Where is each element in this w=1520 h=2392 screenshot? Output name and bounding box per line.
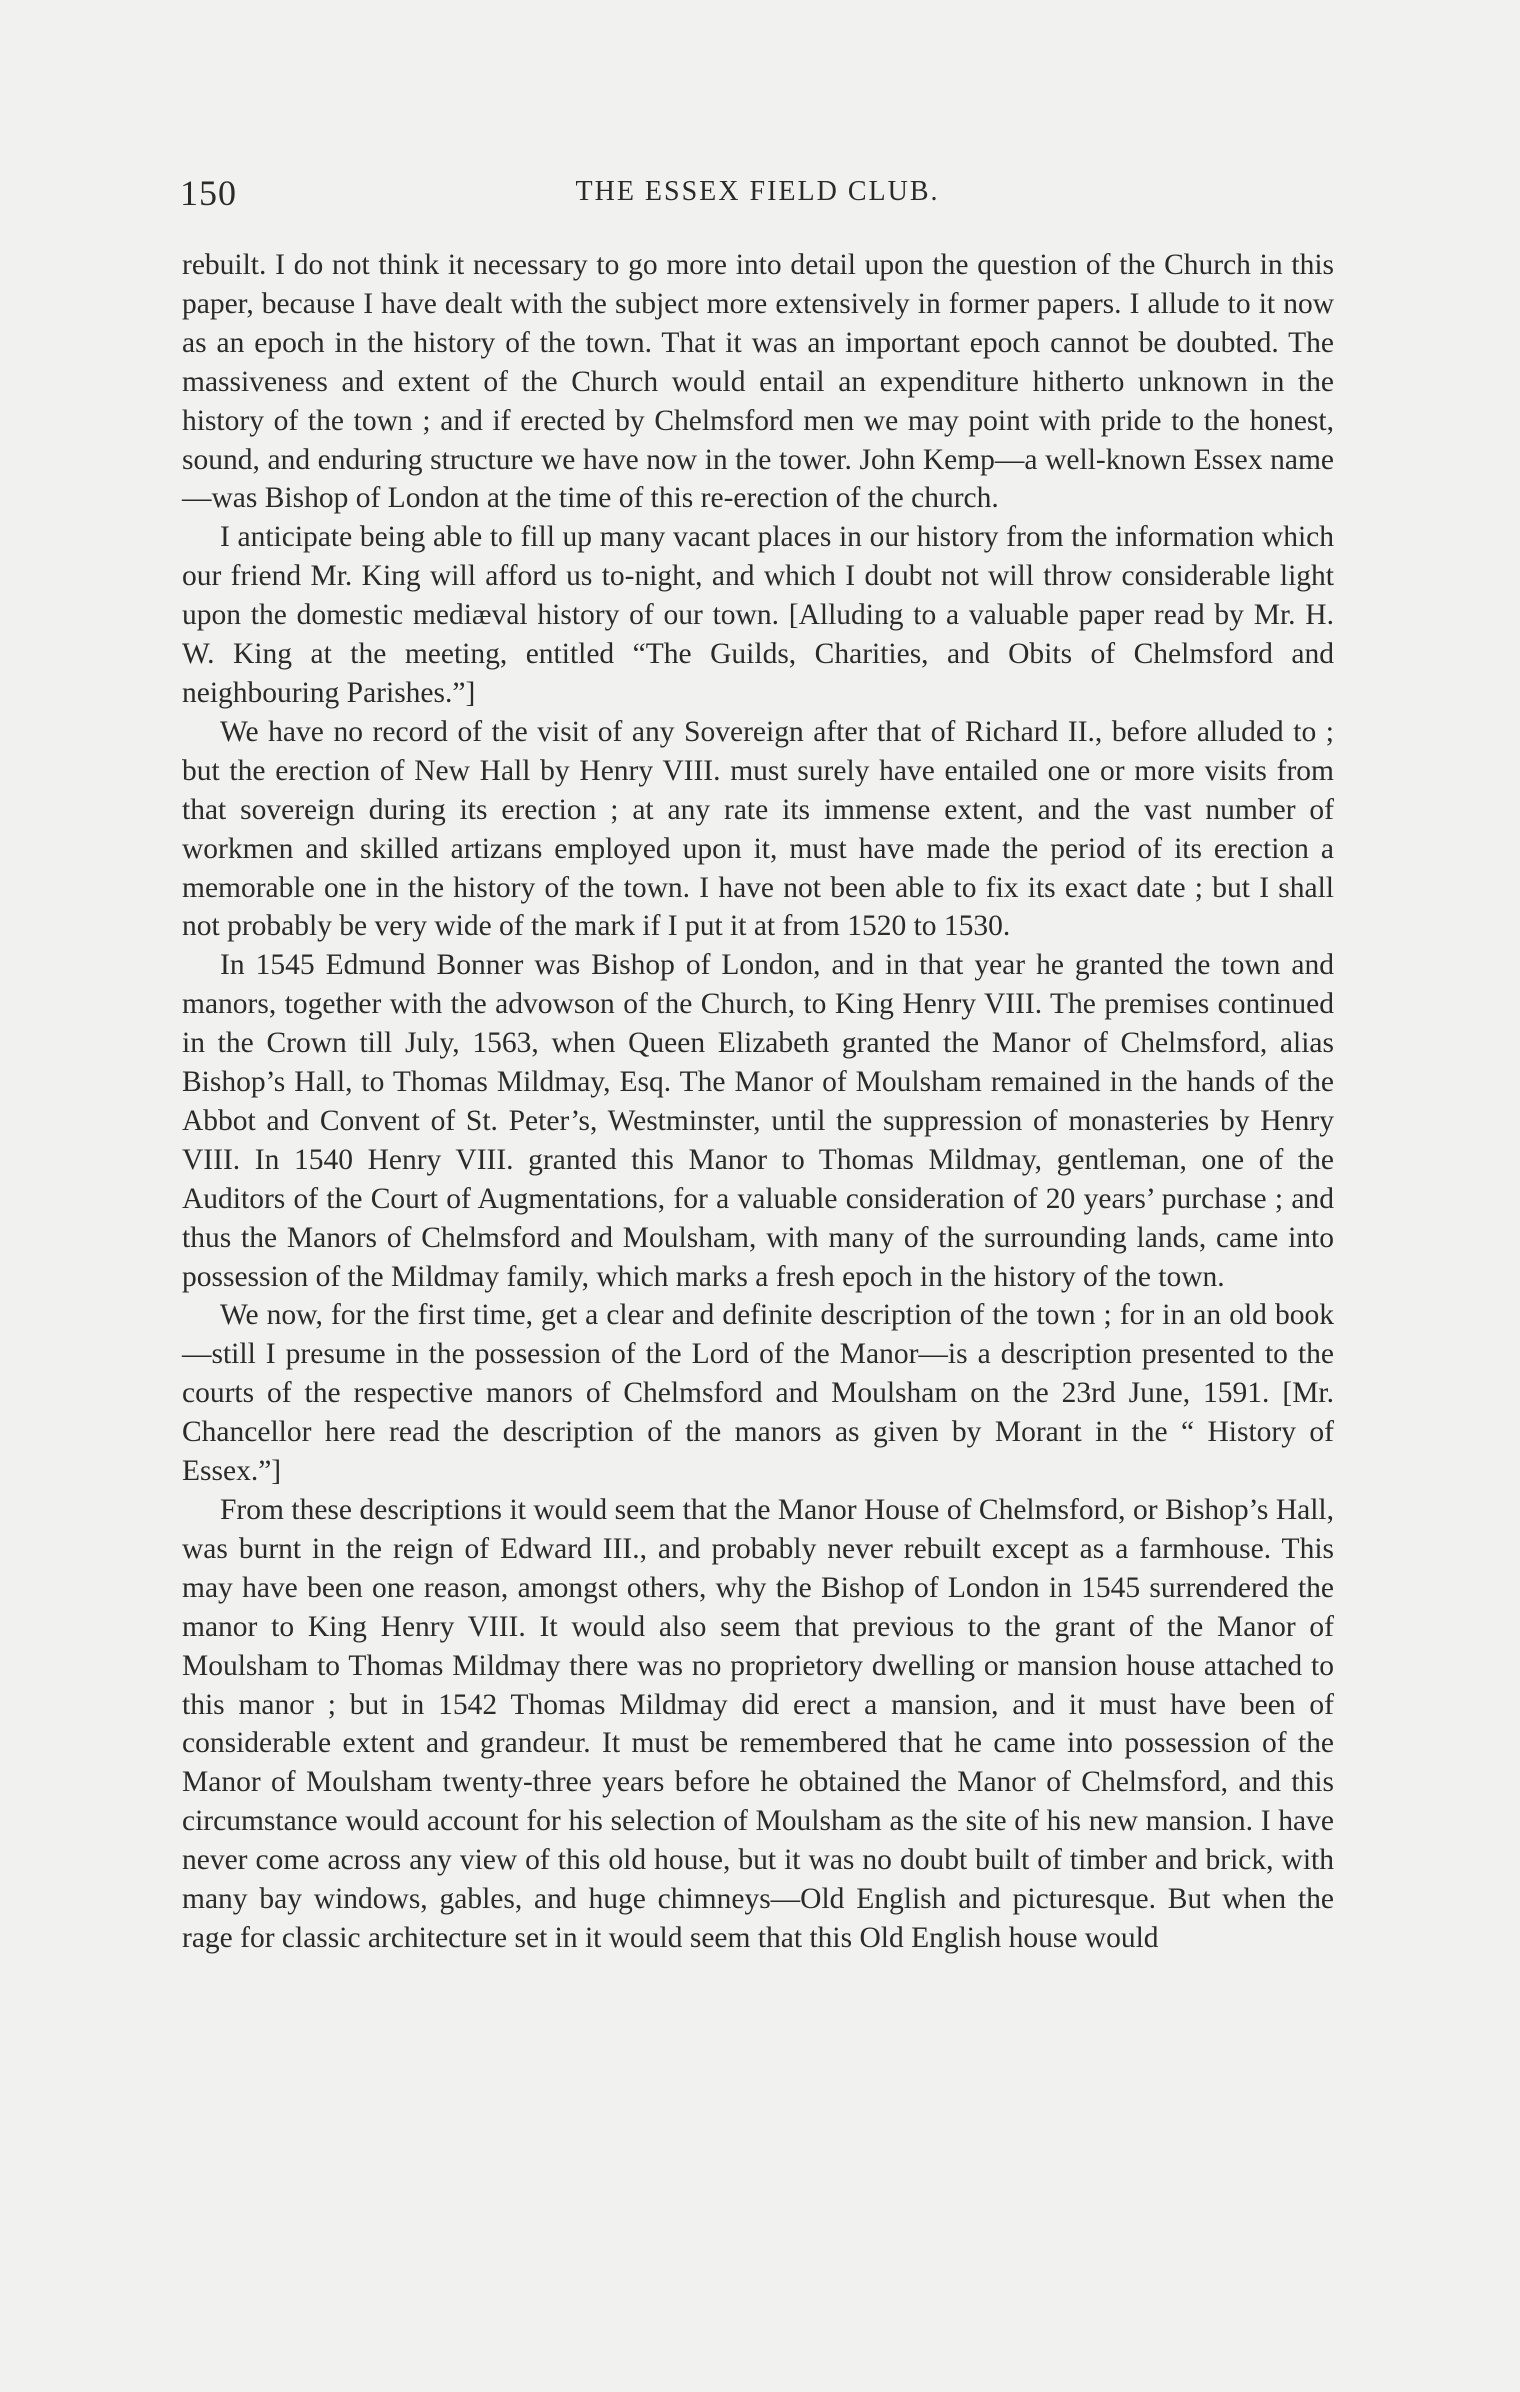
page-number: 150 [180,173,237,213]
page-header [180,172,1335,220]
body-text [182,246,1334,1958]
paragraph: rebuilt. I do not think it necessary to go more into detail upon the question of the Church in this paper, because I have dealt with the subject more extensively in former papers. I allude to it now as an epoch in the history of the town. That it was an important epoch cannot be doubted. The massiveness and extent of the Church would entail an expenditure hitherto unknown in the history of the town ; and if erected by Chelmsford men we may point with pride to the honest, sound, and enduring structure we have now in the tower. John Kemp—a well-known Essex name—was Bishop of London at the time of this re-erection of the church. [182,249,1334,515]
paragraph: We have no record of the visit of any Sovereign after that of Richard II., before alluded to ; but the erection of New Hall by Henry VIII. must surely have entailed one or more visits from that sovereign during its erection ; at any rate its immense extent, and the vast number of workmen and skilled artizans employed upon it, must have made the period of its erection a memorable one in the history of the town. I have not been able to fix its exact date ; but I shall not probably be very wide of the mark if I put it at from 1520 to 1530. [182,715,1334,943]
paragraph: In 1545 Edmund Bonner was Bishop of London, and in that year he granted the town and manors, together with the advowson of the Church, to King Henry VIII. The premises continued in the Crown till July, 1563, when Queen Elizabeth granted the Manor of Chelmsford, alias Bishop’s Hall, to Thomas Mildmay, Esq. The Manor of Moulsham remained in the hands of the Abbot and Convent of St. Peter’s, Westminster, until the suppression of monasteries by Henry VIII. In 1540 Henry VIII. granted this Manor to Thomas Mildmay, gentleman, one of the Auditors of the Court of Augmentations, for a valuable consideration of 20 years’ purchase ; and thus the Manors of Chelmsford and Moulsham, with many of the surrounding lands, came into possession of the Mildmay family, which marks a fresh epoch in the history of the town. [182,949,1334,1293]
running-title: THE ESSEX FIELD CLUB. [575,176,940,207]
paragraph: From these descriptions it would seem that the Manor House of Chelmsford, or Bishop’s Hall, was burnt in the reign of Edward III., and probably never rebuilt except as a farmhouse. This may have been one reason, amongst others, why the Bishop of London in 1545 surrendered the manor to King Henry VIII. It would also seem that previous to the grant of the Manor of Moulsham to Thomas Mildmay there was no proprietory dwelling or mansion house attached to this manor ; but in 1542 Thomas Mildmay did erect a mansion, and it must have been of considerable extent and grandeur. It must be remembered that he came into possession of the Manor of Moulsham twenty-three years before he obtained the Manor of Chelmsford, and this circumstance would account for his selection of Moulsham as the site of his new mansion. I have never come across any view of this old house, but it was no doubt built of timber and brick, with many bay windows, gables, and huge chimneys—Old English and picturesque. But when the rage for classic architecture set in it would seem that this Old English house would [182,1494,1334,1954]
paragraph: I anticipate being able to fill up many vacant places in our history from the information which our friend Mr. King will afford us to-night, and which I doubt not will throw considerable light upon the domestic mediæval history of our town. [Alluding to a valuable paper read by Mr. H. W. King at the meeting, entitled “The Guilds, Charities, and Obits of Chelmsford and neighbouring Parishes.”] [182,521,1334,709]
paragraph: We now, for the first time, get a clear and definite description of the town ; for in an old book—still I presume in the possession of the Lord of the Manor—is a description presented to the courts of the respective manors of Chelmsford and Moulsham on the 23rd June, 1591. [Mr. Chancellor here read the description of the manors as given by Morant in the “ History of Essex.”] [182,1299,1334,1488]
